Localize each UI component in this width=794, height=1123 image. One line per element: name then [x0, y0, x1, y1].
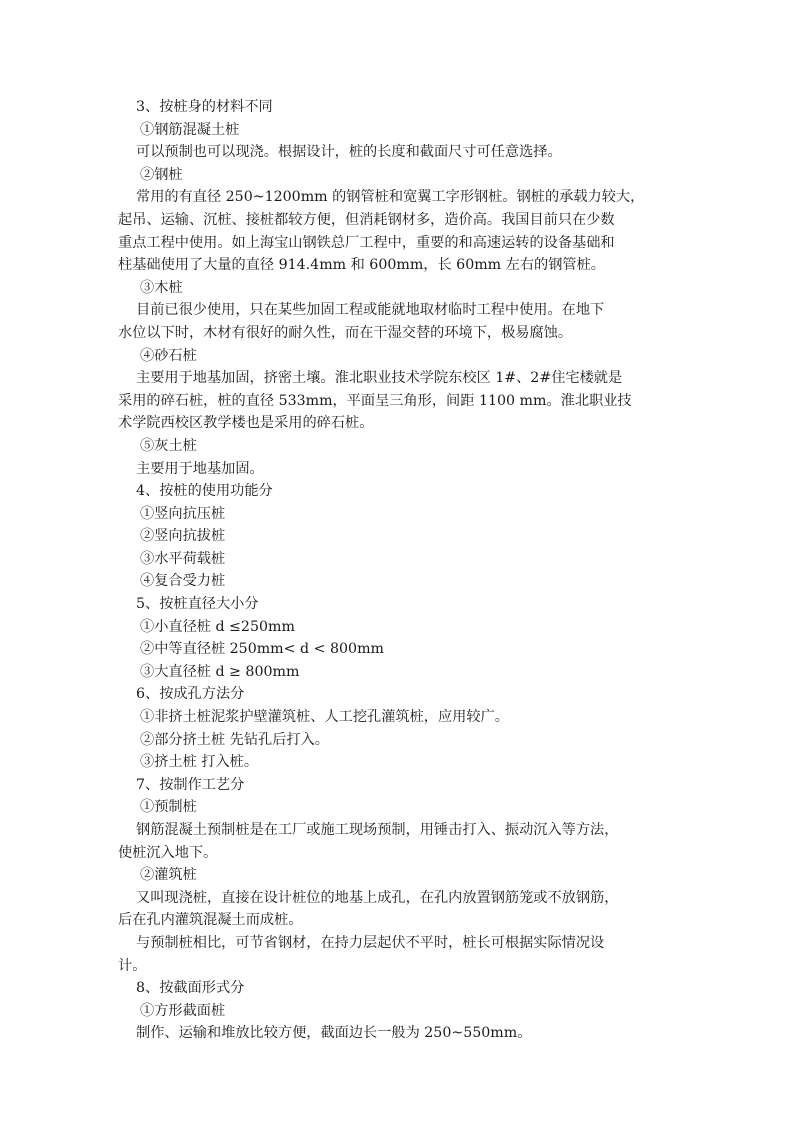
- section-heading: 6、按成孔方法分: [136, 686, 245, 703]
- paragraph-line: 后在孔内灌筑混凝土而成桩。: [118, 912, 303, 929]
- paragraph-line: 主要用于地基加固，挤密土壤。淮北职业技术学院东校区 1#、2#住宅楼就是: [136, 370, 623, 387]
- paragraph-line: 柱基础使用了大量的直径 914.4mm 和 600mm，长 60mm 左右的钢管桩。: [118, 257, 605, 274]
- subsection-heading: ①方形截面桩: [140, 1002, 226, 1019]
- list-item: ②中等直径桩 250mm< d < 800mm: [140, 641, 384, 658]
- paragraph-line: 钢筋混凝土预制桩是在工厂或施工现场预制，用锤击打入、振动沉入等方法，: [136, 822, 619, 838]
- subsection-heading: ⑤灰土桩: [140, 437, 197, 454]
- paragraph-line: 常用的有直径 250~1200mm 的钢管桩和宽翼工字形钢桩。钢桩的承载力较大，: [136, 189, 645, 206]
- paragraph-line: 起吊、运输、沉桩、接桩都较方便，但消耗钢材多，造价高。我国目前只在少数: [118, 211, 615, 228]
- paragraph-line: 水位以下时，木材有很好的耐久性，而在干湿交替的环境下，极易腐蚀。: [118, 324, 573, 341]
- list-item: ③挤土桩 打入桩。: [140, 754, 259, 771]
- paragraph-line: 术学院西校区教学楼也是采用的碎石桩。: [118, 415, 374, 432]
- subsection-heading: ③木桩: [140, 279, 183, 296]
- list-item: ②部分挤土桩 先钻孔后打入。: [140, 731, 329, 748]
- document-body: [118, 96, 678, 1045]
- subsection-heading: ①钢筋混凝土桩: [140, 121, 240, 138]
- paragraph-line: 可以预制也可以现浇。根据设计，桩的长度和截面尺寸可任意选择。: [136, 144, 562, 161]
- section-heading: 8、按截面形式分: [136, 980, 245, 997]
- paragraph-line: 计。: [118, 957, 147, 974]
- list-item: ③水平荷载桩: [140, 550, 226, 567]
- paragraph-line: 使桩沉入地下。: [118, 844, 218, 861]
- paragraph-line: 重点工程中使用。如上海宝山钢铁总厂工程中，重要的和高速运转的设备基础和: [118, 234, 615, 251]
- section-heading: 7、按制作工艺分: [136, 776, 245, 793]
- section-heading: 5、按桩直径大小分: [136, 596, 259, 613]
- list-item: ①非挤土桩泥浆护壁灌筑桩、人工挖孔灌筑桩，应用较广。: [140, 709, 509, 726]
- subsection-heading: ④砂石桩: [140, 347, 197, 364]
- paragraph-line: 目前已很少使用，只在某些加固工程或能就地取材临时工程中使用。在地下: [136, 302, 605, 319]
- list-item: ④复合受力桩: [140, 573, 226, 590]
- list-item: ①竖向抗压桩: [140, 505, 226, 522]
- paragraph-line: 主要用于地基加固。: [136, 460, 264, 477]
- section-heading: 3、按桩身的材料不同: [136, 99, 273, 115]
- list-item: ①小直径桩 d ≤250mm: [140, 618, 295, 635]
- subsection-heading: ②钢桩: [140, 166, 183, 183]
- subsection-heading: ②灌筑桩: [140, 867, 197, 884]
- paragraph-line: 采用的碎石桩，桩的直径 533mm，平面呈三角形，间距 1100 mm。淮北职业技: [118, 392, 632, 409]
- paragraph-line: 又叫现浇桩，直接在设计桩位的地基上成孔，在孔内放置钢筋笼或不放钢筋，: [136, 889, 619, 906]
- list-item: ③大直径桩 d ≥ 800mm: [140, 663, 300, 680]
- subsection-heading: ①预制桩: [140, 799, 197, 816]
- list-item: ②竖向抗拔桩: [140, 528, 226, 545]
- paragraph-line: 与预制桩相比，可节省钢材，在持力层起伏不平时，桩长可根据实际情况设: [136, 934, 605, 951]
- section-heading: 4、按桩的使用功能分: [136, 483, 273, 500]
- paragraph-line: 制作、运输和堆放比较方便，截面边长一般为 250~550mm。: [136, 1025, 532, 1042]
